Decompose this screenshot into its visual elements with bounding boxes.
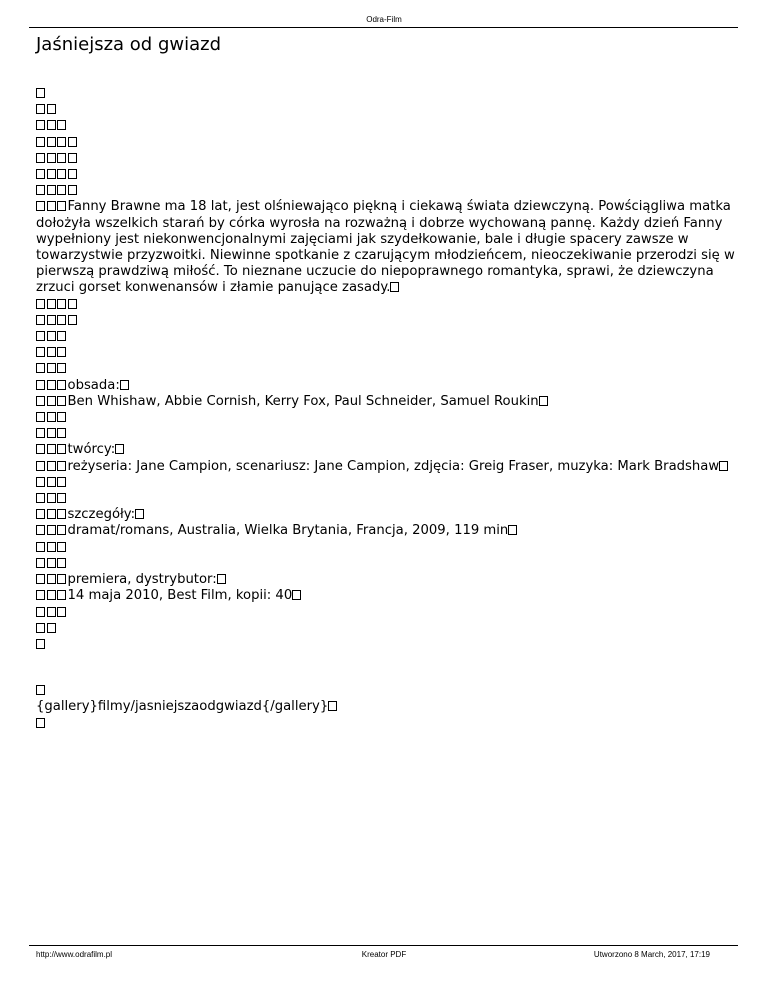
missing-glyph-box bbox=[36, 396, 45, 406]
missing-glyph-box bbox=[57, 137, 66, 147]
missing-glyph-box bbox=[36, 477, 45, 487]
crew-value: reżyseria: Jane Campion, scenariusz: Jane Campion, zdjęcia: Greig Fraser, muzyka: Mark Bradshaw bbox=[67, 458, 720, 474]
missing-glyph-box bbox=[36, 169, 45, 179]
crew-label-line bbox=[36, 442, 736, 458]
gallery-line bbox=[36, 699, 736, 715]
missing-glyph-box bbox=[57, 299, 66, 309]
missing-glyph-box bbox=[36, 363, 45, 373]
missing-glyph-box bbox=[47, 428, 56, 438]
placeholder-line bbox=[36, 167, 736, 183]
missing-glyph-box bbox=[47, 558, 56, 568]
missing-glyph-box bbox=[217, 574, 226, 584]
missing-glyph-box bbox=[36, 153, 45, 163]
placeholder-line bbox=[36, 361, 736, 377]
missing-glyph-box bbox=[47, 315, 56, 325]
missing-glyph-box bbox=[47, 623, 56, 633]
missing-glyph-box bbox=[57, 153, 66, 163]
missing-glyph-box bbox=[36, 493, 45, 503]
release-label-line bbox=[36, 572, 736, 588]
missing-glyph-box bbox=[135, 509, 144, 519]
specs-value: dramat/romans, Australia, Wielka Brytania, Francja, 2009, 119 min bbox=[67, 523, 509, 539]
missing-glyph-box bbox=[36, 574, 45, 584]
missing-glyph-box bbox=[47, 153, 56, 163]
missing-glyph-box bbox=[36, 299, 45, 309]
missing-glyph-box bbox=[47, 607, 56, 617]
page-title: Jaśniejsza od gwiazd bbox=[36, 34, 221, 55]
missing-glyph-box bbox=[47, 493, 56, 503]
placeholder-line bbox=[36, 151, 736, 167]
missing-glyph-box bbox=[57, 558, 66, 568]
missing-glyph-box bbox=[57, 509, 66, 519]
missing-glyph-box bbox=[47, 461, 56, 471]
missing-glyph-box bbox=[47, 104, 56, 114]
footer-created: Utworzono 8 March, 2017, 17:19 bbox=[593, 950, 710, 959]
missing-glyph-box bbox=[36, 185, 45, 195]
missing-glyph-box bbox=[47, 590, 56, 600]
placeholder-line bbox=[36, 540, 736, 556]
missing-glyph-box bbox=[68, 185, 77, 195]
article-body bbox=[36, 86, 736, 732]
placeholder-line bbox=[36, 329, 736, 345]
missing-glyph-box bbox=[57, 461, 66, 471]
placeholder-line bbox=[36, 345, 736, 361]
missing-glyph-box bbox=[47, 347, 56, 357]
missing-glyph-box bbox=[36, 380, 45, 390]
missing-glyph-box bbox=[47, 444, 56, 454]
spacer bbox=[36, 653, 736, 683]
missing-glyph-box bbox=[36, 607, 45, 617]
placeholder-line bbox=[36, 426, 736, 442]
missing-glyph-box bbox=[47, 542, 56, 552]
placeholder-line bbox=[36, 410, 736, 426]
missing-glyph-box bbox=[57, 574, 66, 584]
missing-glyph-box bbox=[36, 718, 45, 728]
missing-glyph-box bbox=[47, 380, 56, 390]
crew-line bbox=[36, 459, 736, 475]
missing-glyph-box bbox=[57, 331, 66, 341]
missing-glyph-box bbox=[47, 185, 56, 195]
missing-glyph-box bbox=[36, 590, 45, 600]
placeholder-line bbox=[36, 135, 736, 151]
missing-glyph-box bbox=[57, 525, 66, 535]
missing-glyph-box bbox=[57, 428, 66, 438]
missing-glyph-box bbox=[36, 315, 45, 325]
missing-glyph-box bbox=[57, 120, 66, 130]
footer-url: http://www.odrafilm.pl bbox=[36, 950, 113, 959]
missing-glyph-box bbox=[68, 137, 77, 147]
footer-generator: Kreator PDF bbox=[361, 950, 407, 959]
description-text: Fanny Brawne ma 18 lat, jest olśniewająco piękną i ciekawą świata dziewczyną. Powściągliwa matka dołożyła wszelkich starań by córka wyrosła na rozważną i dobrze wychowaną pannę. Każdy dzień Fanny wypełniony jest niekonwencjonalnymi zajęciami jak szydełkowanie, bale i długie spacery zawsze w towarzystwie przyzwoitki. Niewinne spotkanie z czarującym młodzieńcem, nieoczekiwanie przerodzi się w pierwszą prawdziwą miłość. To nieznane uczucie do niepoprawnego romantyka, sprawi, że dziewczyna zrzuci gorset konwenansów i złamie panujące zasady. bbox=[36, 199, 735, 296]
missing-glyph-box bbox=[719, 461, 728, 471]
missing-glyph-box bbox=[47, 201, 56, 211]
missing-glyph-box bbox=[390, 282, 399, 292]
specs-label: szczegóły: bbox=[67, 507, 136, 523]
missing-glyph-box bbox=[47, 299, 56, 309]
page-header-site: Odra-Film bbox=[366, 15, 402, 24]
missing-glyph-box bbox=[68, 153, 77, 163]
missing-glyph-box bbox=[328, 701, 337, 711]
missing-glyph-box bbox=[115, 444, 124, 454]
cast-value: Ben Whishaw, Abbie Cornish, Kerry Fox, Paul Schneider, Samuel Roukin bbox=[67, 393, 539, 409]
missing-glyph-box bbox=[57, 185, 66, 195]
missing-glyph-box bbox=[47, 120, 56, 130]
missing-glyph-box bbox=[57, 169, 66, 179]
missing-glyph-box bbox=[36, 104, 45, 114]
missing-glyph-box bbox=[57, 542, 66, 552]
missing-glyph-box bbox=[36, 444, 45, 454]
missing-glyph-box bbox=[292, 590, 301, 600]
missing-glyph-box bbox=[57, 315, 66, 325]
missing-glyph-box bbox=[47, 412, 56, 422]
missing-glyph-box bbox=[539, 396, 548, 406]
missing-glyph-box bbox=[508, 525, 517, 535]
gallery-shortcode: {gallery}filmy/jasniejszaodgwiazd{/gallery} bbox=[36, 699, 329, 715]
placeholder-line bbox=[36, 183, 736, 199]
missing-glyph-box bbox=[47, 525, 56, 535]
placeholder-line bbox=[36, 621, 736, 637]
placeholder-line bbox=[36, 637, 736, 653]
missing-glyph-box bbox=[57, 380, 66, 390]
specs-line bbox=[36, 523, 736, 539]
placeholder-line bbox=[36, 683, 736, 699]
placeholder-line bbox=[36, 313, 736, 329]
missing-glyph-box bbox=[36, 623, 45, 633]
cast-label-line bbox=[36, 378, 736, 394]
missing-glyph-box bbox=[57, 493, 66, 503]
missing-glyph-box bbox=[47, 574, 56, 584]
missing-glyph-box bbox=[57, 363, 66, 373]
placeholder-line bbox=[36, 475, 736, 491]
missing-glyph-box bbox=[36, 639, 45, 649]
missing-glyph-box bbox=[47, 169, 56, 179]
missing-glyph-box bbox=[57, 590, 66, 600]
missing-glyph-box bbox=[36, 347, 45, 357]
missing-glyph-box bbox=[36, 88, 45, 98]
missing-glyph-box bbox=[68, 315, 77, 325]
missing-glyph-box bbox=[57, 347, 66, 357]
missing-glyph-box bbox=[36, 137, 45, 147]
missing-glyph-box bbox=[47, 477, 56, 487]
release-line bbox=[36, 588, 736, 604]
release-label: premiera, dystrybutor: bbox=[67, 572, 217, 588]
missing-glyph-box bbox=[36, 120, 45, 130]
missing-glyph-box bbox=[120, 380, 129, 390]
crew-label: twórcy: bbox=[67, 442, 116, 458]
missing-glyph-box bbox=[47, 137, 56, 147]
missing-glyph-box bbox=[47, 363, 56, 373]
missing-glyph-box bbox=[36, 685, 45, 695]
missing-glyph-box bbox=[57, 444, 66, 454]
placeholder-line bbox=[36, 491, 736, 507]
specs-label-line bbox=[36, 507, 736, 523]
placeholder-line bbox=[36, 605, 736, 621]
placeholder-line bbox=[36, 102, 736, 118]
missing-glyph-box bbox=[36, 412, 45, 422]
missing-glyph-box bbox=[36, 461, 45, 471]
missing-glyph-box bbox=[47, 331, 56, 341]
missing-glyph-box bbox=[57, 201, 66, 211]
missing-glyph-box bbox=[36, 331, 45, 341]
missing-glyph-box bbox=[47, 509, 56, 519]
missing-glyph-box bbox=[57, 477, 66, 487]
release-value: 14 maja 2010, Best Film, kopii: 40 bbox=[67, 588, 293, 604]
missing-glyph-box bbox=[57, 607, 66, 617]
missing-glyph-box bbox=[36, 428, 45, 438]
missing-glyph-box bbox=[36, 525, 45, 535]
placeholder-line bbox=[36, 716, 736, 732]
header-divider bbox=[29, 27, 738, 28]
missing-glyph-box bbox=[57, 412, 66, 422]
missing-glyph-box bbox=[36, 509, 45, 519]
missing-glyph-box bbox=[68, 169, 77, 179]
missing-glyph-box bbox=[47, 396, 56, 406]
missing-glyph-box bbox=[36, 542, 45, 552]
placeholder-line bbox=[36, 556, 736, 572]
footer-divider bbox=[29, 945, 738, 946]
missing-glyph-box bbox=[36, 201, 45, 211]
film-description bbox=[36, 199, 736, 296]
cast-label: obsada: bbox=[67, 377, 120, 393]
missing-glyph-box bbox=[36, 558, 45, 568]
placeholder-line bbox=[36, 86, 736, 102]
placeholder-line bbox=[36, 297, 736, 313]
missing-glyph-box bbox=[57, 396, 66, 406]
placeholder-line bbox=[36, 118, 736, 134]
missing-glyph-box bbox=[68, 299, 77, 309]
cast-line bbox=[36, 394, 736, 410]
